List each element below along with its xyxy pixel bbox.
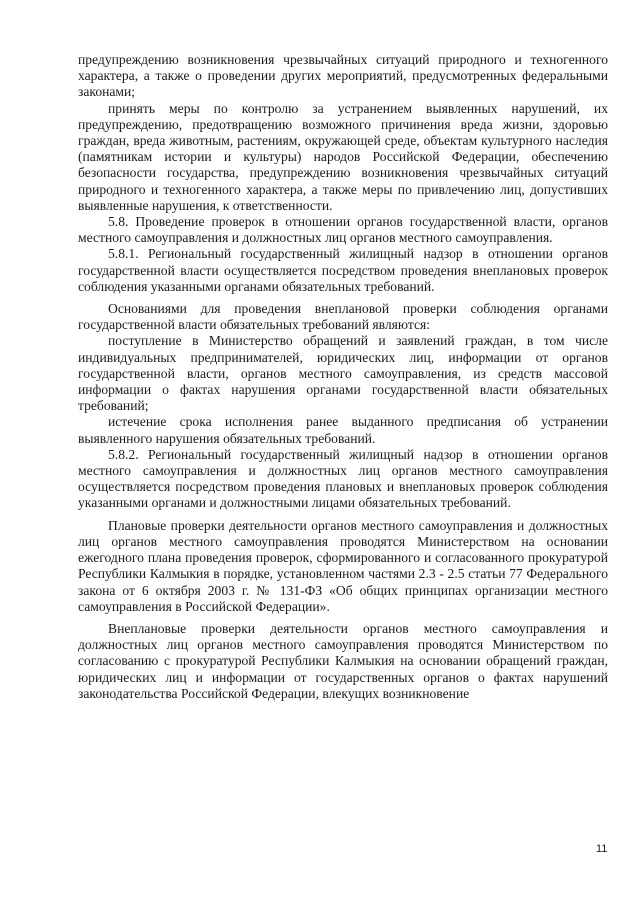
paragraph: 5.8. Проведение проверок в отношении органов государственной власти, органов местного самоуправления и должностных лиц органов местного самоуправления. [78,214,608,246]
paragraph: истечение срока исполнения ранее выданного предписания об устранении выявленного нарушения обязательных требований. [78,414,608,446]
paragraph: Внеплановые проверки деятельности органов местного самоуправления и должностных лиц органов местного самоуправления проводятся Министерством по согласованию с прокуратурой Республики Калмыкия на основании обращений граждан, юридических лиц и информации от государственных органов о фактах нарушений законодательства Российской Федерации, влекущих возникновение [78,620,608,701]
page-number: 11 [596,843,608,855]
paragraph: предупреждению возникновения чрезвычайных ситуаций природного и техногенного характера, а также о проведении других мероприятий, предусмотренных федеральными законами; [78,52,608,100]
paragraph: 5.8.2. Региональный государственный жилищный надзор в отношении органов местного самоуправления и должностных лиц органов местного самоуправления осуществляется посредством проведения плановых и внеплановых проверок соблюдения указанными органами и должностными лицами обязательных требований. [78,446,608,511]
paragraph: Основаниями для проведения внеплановой проверки соблюдения органами государственной власти обязательных требований являются: [78,301,608,333]
document-body [78,52,608,702]
paragraph: принять меры по контролю за устранением выявленных нарушений, их предупреждению, предотвращению возможного причинения вреда жизни, здоровью граждан, вреда животным, растениям, окружающей среде, объектам культурного наследия (памятникам истории и культуры) народов Российской Федерации, обеспечению безопасности государства, предупреждению возникновения чрезвычайных ситуаций природного и техногенного характера, а также меры по привлечению лиц, допустивших выявленные нарушения, к ответственности. [78,100,608,213]
paragraph: 5.8.1. Региональный государственный жилищный надзор в отношении органов государственной власти осуществляется посредством проведения внеплановых проверок соблюдения указанными органами обязательных требований. [78,246,608,294]
paragraph: Плановые проверки деятельности органов местного самоуправления и должностных лиц органов местного самоуправления проводятся Министерством на основании ежегодного плана проведения проверок, сформированного и согласованного прокуратурой Республики Калмыкия в порядке, установленном частями 2.3 - 2.5 статьи 77 Федерального закона от 6 октября 2003 г. № 131-ФЗ «Об общих принципах организации местного самоуправления в Российской Федерации». [78,517,608,614]
paragraph: поступление в Министерство обращений и заявлений граждан, в том числе индивидуальных предпринимателей, юридических лиц, информации от органов государственной власти, органов местного самоуправления, из средств массовой информации о фактах нарушения органами государственной власти обязательных требований; [78,333,608,414]
